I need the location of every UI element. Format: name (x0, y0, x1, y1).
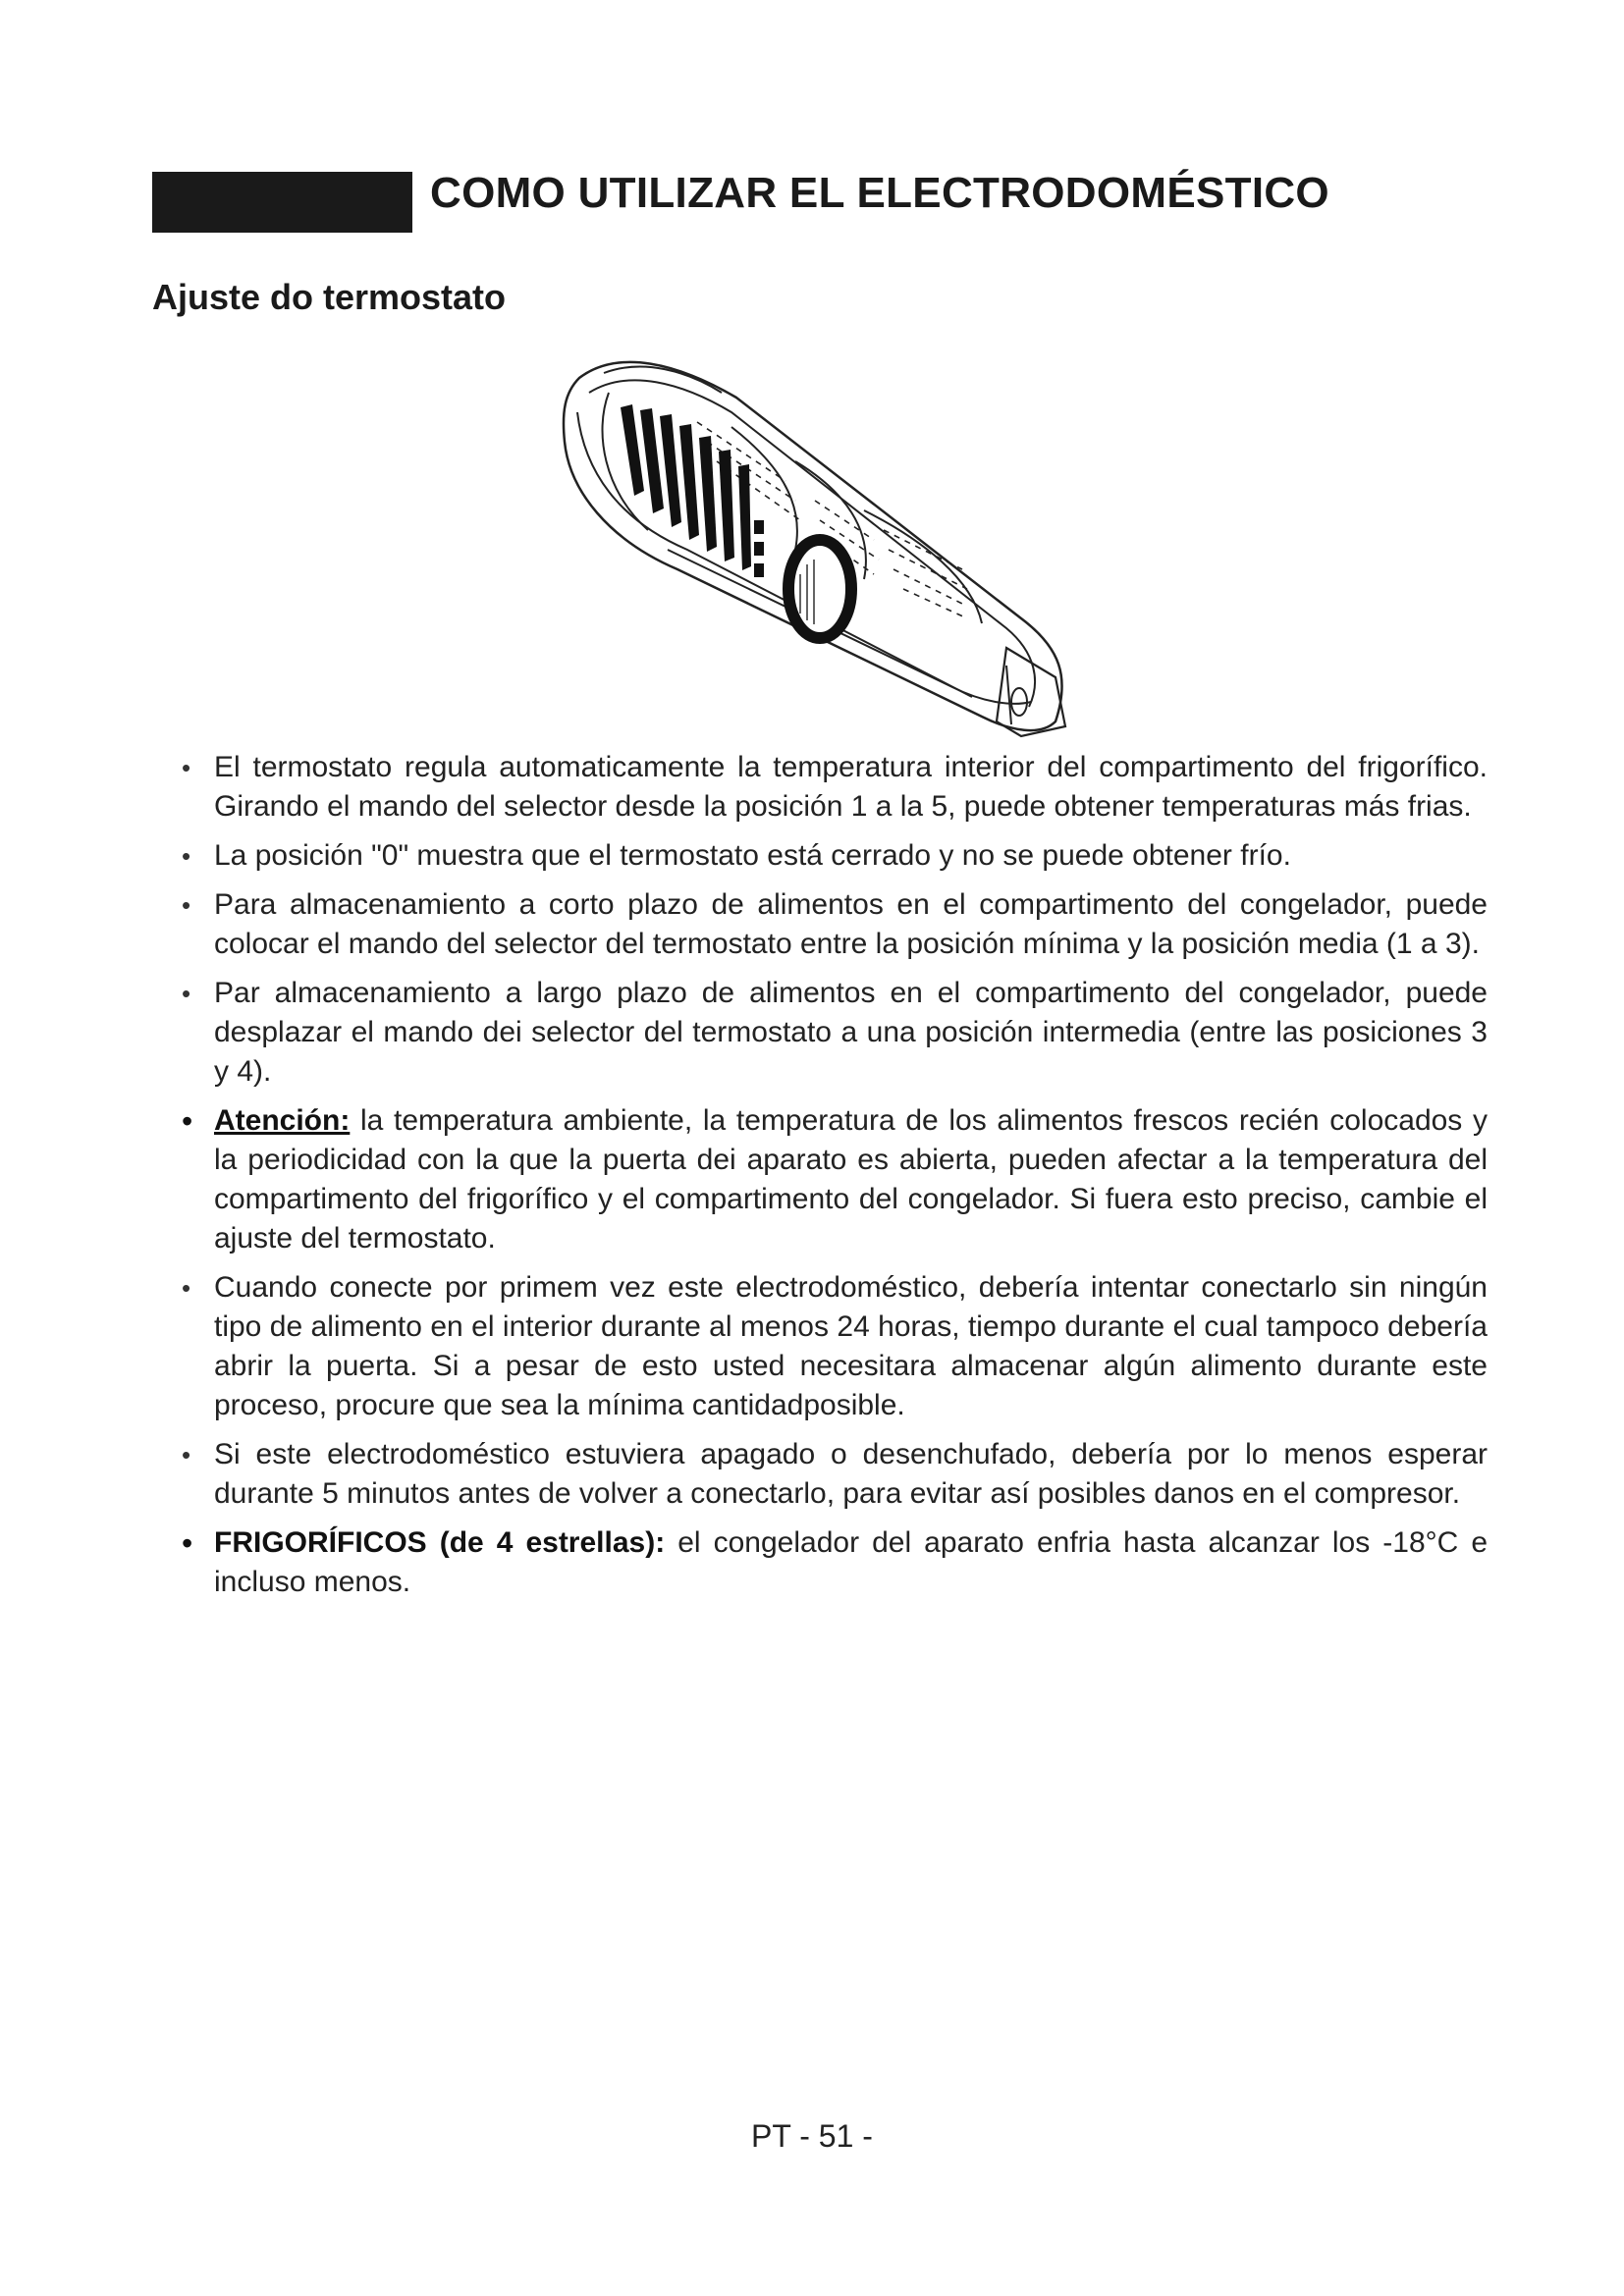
list-item: • La posición "0" muestra que el termostato está cerrado y no se puede obtener frío. (182, 836, 1488, 876)
title-bar-decoration (152, 172, 412, 233)
thermostat-illustration-svg (550, 353, 1080, 746)
page-number: PT - 51 - (751, 2118, 873, 2154)
list-item: • Si este electrodoméstico estuviera apagado o desenchufado, debería por lo menos esperar durante 5 minutos antes de volver a conectarlo, para evitar así posibles danos en el compresor. (182, 1435, 1488, 1514)
page-title: COMO UTILIZAR EL ELECTRODOMÉSTICO (430, 169, 1329, 217)
list-item-fridge-rating: • FRIGORÍFICOS (de 4 estrellas): el congelador del aparato enfria hasta alcanzar los -18°C e incluso menos. (182, 1523, 1488, 1602)
section-subtitle: Ajuste do termostato (152, 277, 507, 317)
attention-keyword: Atención: (214, 1104, 351, 1137)
fridge-rating-keyword: FRIGORÍFICOS (de 4 estrellas): (214, 1526, 666, 1559)
thermostat-housing-illustration (550, 353, 1080, 746)
instruction-list (182, 748, 1488, 1612)
list-item: • Cuando conecte por primem vez este electrodoméstico, debería intentar conectarlo sin ningún tipo de alimento en el interior durante al menos 24 horas, tiempo durante el cual tampoco debería abrir la puerta. Si a pesar de esto usted necesitara almacenar algún alimento durante este proceso, procure que sea la mínima cantidadposible. (182, 1268, 1488, 1425)
list-item: • Par almacenamiento a largo plazo de alimentos en el compartimento del congelador, puede desplazar el mando dei selector del termostato a una posición intermedia (entre las posiciones 3 y 4). (182, 974, 1488, 1092)
list-item: • Para almacenamiento a corto plazo de alimentos en el compartimento del congelador, puede colocar el mando del selector del termostato entre la posición mínima y la posición media (1 a 3). (182, 885, 1488, 964)
list-item-attention: • Atención: la temperatura ambiente, la temperatura de los alimentos frescos recién colocados y la periodicidad con la que la puerta dei aparato es abierta, pueden afectar a la temperatura del compartimento del frigorífico y el compartimento del congelador. Si fuera esto preciso, cambie el ajuste del termostato. (182, 1101, 1488, 1258)
list-item: • El termostato regula automaticamente la temperatura interior del compartimento del frigorífico. Girando el mando del selector desde la posición 1 a la 5, puede obtener temperaturas más frias. (182, 748, 1488, 827)
